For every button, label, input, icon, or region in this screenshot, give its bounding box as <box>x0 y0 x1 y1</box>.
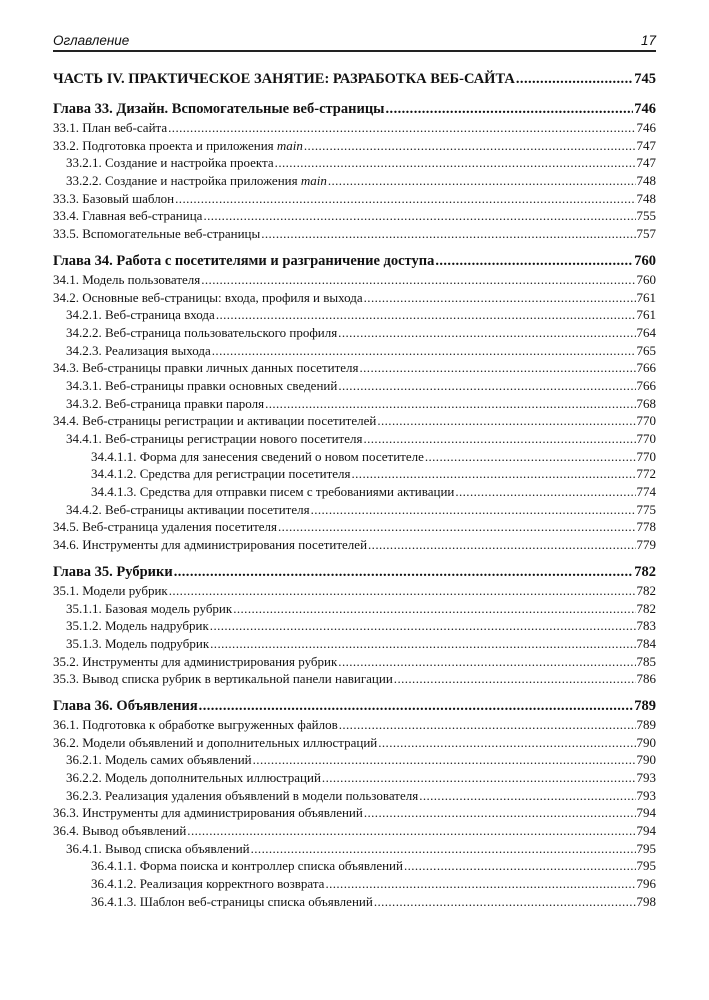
toc-entry-title: 36.3. Инструменты для администрирования объявлений <box>53 805 363 821</box>
toc-entry-title: 35.3. Вывод списка рубрик в вертикальной панели навигации <box>53 671 393 687</box>
toc-entry-title: Глава 35. Рубрики <box>53 563 173 580</box>
toc-entry-item <box>53 324 656 342</box>
toc-entry-chapter <box>53 697 656 716</box>
toc-entry-title: 34.6. Инструменты для администрирования посетителей <box>53 537 368 553</box>
toc-entry-page: 790 <box>636 752 656 768</box>
toc-entry-item <box>53 822 656 840</box>
dot-leader <box>304 137 636 155</box>
toc-entry-page: 765 <box>636 342 656 358</box>
toc-entry-item <box>53 670 656 688</box>
dot-leader <box>368 536 635 554</box>
toc-entry-title: 36.2.3. Реализация удаления объявлений в модели пользователя <box>66 787 419 803</box>
toc-entry-page: 786 <box>636 671 656 687</box>
toc-entry-item <box>53 207 656 225</box>
toc-entry-page: 790 <box>636 734 656 750</box>
toc-entry-item <box>53 190 656 208</box>
dot-leader <box>251 840 636 858</box>
dot-leader <box>338 324 635 342</box>
toc-entry-title: 34.2.3. Реализация выхода <box>66 342 211 358</box>
toc-entry-item <box>53 377 656 395</box>
toc-entry-item <box>53 787 656 805</box>
dot-leader <box>352 465 636 483</box>
toc-entry-title: 33.4. Главная веб-страница <box>53 208 203 224</box>
dot-leader <box>404 857 636 875</box>
toc-entry-item <box>53 518 656 536</box>
toc-entry-item <box>53 804 656 822</box>
toc-entry-title: 34.4. Веб-страницы регистрации и активации посетителей <box>53 413 377 429</box>
toc-entry-item <box>53 359 656 377</box>
toc-entry-page: 748 <box>636 190 656 206</box>
dot-leader <box>233 600 635 618</box>
toc-entry-item <box>53 734 656 752</box>
book-page <box>53 33 656 911</box>
toc-entry-item <box>53 137 656 155</box>
toc-entry-page: 760 <box>634 252 656 269</box>
toc-entry-page: 770 <box>636 413 656 429</box>
toc-entry-page: 775 <box>636 501 656 517</box>
dot-leader <box>419 787 635 805</box>
dot-leader <box>363 430 635 448</box>
dot-leader <box>175 190 635 208</box>
toc-entry-page: 770 <box>636 431 656 446</box>
dot-leader <box>455 483 635 501</box>
toc-entry-page: 794 <box>636 805 656 821</box>
toc-entry-page: 783 <box>636 618 656 634</box>
toc-entry-item <box>53 289 656 307</box>
toc-entry-page: 747 <box>636 137 656 153</box>
toc-entry-title: 34.4.1.2. Средства для регистрации посетителя <box>91 466 351 482</box>
toc-entry-title: 35.2. Инструменты для администрирования рубрик <box>53 653 338 669</box>
toc-entry-title: 34.2. Основные веб-страницы: входа, профиля и выхода <box>53 289 363 305</box>
dot-leader <box>216 306 636 324</box>
dot-leader <box>311 501 636 519</box>
dot-leader <box>169 582 636 600</box>
dot-leader <box>325 875 635 893</box>
dot-leader <box>275 154 636 172</box>
toc-entry-page: 768 <box>636 395 656 411</box>
toc-entry-item <box>53 430 656 448</box>
toc-entry-item <box>53 653 656 671</box>
toc-entry-page: 770 <box>636 448 656 464</box>
toc-entry-title: 36.4. Вывод объявлений <box>53 823 187 839</box>
toc-entry-item <box>53 600 656 618</box>
toc-entry-item <box>53 119 656 137</box>
page-number: 17 <box>640 33 656 48</box>
toc-entry-item <box>53 716 656 734</box>
toc-entry-title: 36.2.1. Модель самих объявлений <box>66 752 252 768</box>
dot-leader <box>168 119 635 137</box>
toc-entry-item <box>53 840 656 858</box>
toc-entry-title: 34.4.1.3. Средства для отправки писем с требованиями активации <box>91 484 455 500</box>
toc-entry-chapter <box>53 252 656 271</box>
toc-entry-title: 33.5. Вспомогательные веб-страницы <box>53 226 261 242</box>
dot-leader <box>360 359 636 377</box>
toc-entry-title: 33.3. Базовый шаблон <box>53 190 175 206</box>
dot-leader <box>201 271 635 289</box>
toc-entry-title: 33.2.2. Создание и настройка приложения main <box>66 173 327 189</box>
toc-entry-page: 766 <box>636 377 656 393</box>
toc-entry-page: 782 <box>636 582 656 598</box>
toc-entry-item <box>53 893 656 911</box>
toc-entry-item <box>53 225 656 243</box>
section-title: Оглавление <box>53 33 130 48</box>
toc-entry-item <box>53 501 656 519</box>
toc-entry-title: 34.3.1. Веб-страницы правки основных сведений <box>66 377 338 393</box>
toc-entry-title: 34.5. Веб-страница удаления посетителя <box>53 519 278 535</box>
toc-entry-item <box>53 635 656 653</box>
dot-leader <box>210 617 636 635</box>
toc-entry-item <box>53 465 656 483</box>
toc-entry-page: 746 <box>634 101 656 117</box>
toc-entry-page: 761 <box>636 307 656 323</box>
toc-entry-title: 35.1.2. Модель надрубрик <box>66 618 209 634</box>
toc-entry-page: 748 <box>636 173 656 189</box>
dot-leader <box>199 697 634 716</box>
toc-entry-title: 33.2.1. Создание и настройка проекта <box>66 155 274 171</box>
toc-entry-page: 779 <box>636 537 656 553</box>
dot-leader <box>212 342 636 360</box>
toc-entry-part <box>53 69 656 89</box>
dot-leader <box>516 69 633 89</box>
toc-entry-page: 794 <box>636 823 656 839</box>
dot-leader <box>210 635 635 653</box>
dot-leader <box>203 207 635 225</box>
toc-entry-page: 764 <box>636 324 656 340</box>
toc-entry-item <box>53 412 656 430</box>
toc-entry-title: 36.4.1.2. Реализация корректного возврата <box>91 876 325 892</box>
toc-entry-title: 34.2.1. Веб-страница входа <box>66 307 215 323</box>
toc-entry-chapter <box>53 100 656 119</box>
toc-entry-item <box>53 769 656 787</box>
toc-entry-page: 789 <box>634 697 656 714</box>
toc-entry-page: 793 <box>636 787 656 803</box>
toc-entry-item <box>53 342 656 360</box>
dot-leader <box>377 412 635 430</box>
toc-entry-page: 745 <box>634 71 656 87</box>
toc-entry-title: 34.3. Веб-страницы правки личных данных посетителя <box>53 360 359 376</box>
toc-entry-page: 772 <box>636 466 656 482</box>
toc-entry-page: 798 <box>636 893 656 909</box>
dot-leader <box>278 518 635 536</box>
toc-entry-page: 746 <box>636 120 656 135</box>
toc-entry-page: 747 <box>636 155 656 171</box>
toc-entry-title: Глава 33. Дизайн. Вспомогательные веб-страницы <box>53 101 385 117</box>
dot-leader <box>378 734 635 752</box>
toc-entry-title: 36.4.1.3. Шаблон веб-страницы списка объявлений <box>91 893 373 909</box>
dot-leader <box>364 804 636 822</box>
toc-entry-page: 785 <box>636 653 656 669</box>
toc-entry-page: 782 <box>636 600 656 616</box>
toc-entry-title: 34.4.1.1. Форма для занесения сведений о новом посетителе <box>91 448 424 464</box>
dot-leader <box>394 670 636 688</box>
toc-entry-title: 36.4.1. Вывод списка объявлений <box>66 840 250 856</box>
dot-leader <box>386 100 634 119</box>
toc-entry-title: 35.1. Модели рубрик <box>53 582 168 598</box>
dot-leader <box>253 751 636 769</box>
dot-leader <box>338 653 635 671</box>
toc-entry-title: 34.4.2. Веб-страницы активации посетителя <box>66 501 310 517</box>
toc-entry-page: 784 <box>636 635 656 651</box>
toc-entry-page: 782 <box>634 563 656 580</box>
dot-leader <box>374 893 636 911</box>
toc-entry-item <box>53 483 656 501</box>
toc-entry-title: 34.3.2. Веб-страница правки пароля <box>66 395 265 411</box>
toc-entry-page: 766 <box>636 360 656 376</box>
dot-leader <box>174 563 634 582</box>
toc-entry-page: 761 <box>636 289 656 305</box>
dot-leader <box>339 716 636 734</box>
toc-entry-title: 36.1. Подготовка к обработке выгруженных файлов <box>53 716 338 732</box>
toc-entry-title: Глава 36. Объявления <box>53 697 198 714</box>
toc-entry-page: 757 <box>636 226 656 242</box>
toc-entry-item <box>53 536 656 554</box>
toc-entry-item <box>53 395 656 413</box>
toc-entry-item <box>53 172 656 190</box>
dot-leader <box>322 769 636 787</box>
table-of-contents <box>53 69 656 911</box>
toc-entry-emphasis: main <box>300 173 327 189</box>
toc-entry-title: 36.2. Модели объявлений и дополнительных иллюстраций <box>53 734 378 750</box>
toc-entry-title: 36.4.1.1. Форма поиска и контроллер списка объявлений <box>91 858 403 874</box>
dot-leader <box>425 448 636 466</box>
dot-leader <box>364 289 636 307</box>
toc-entry-title: 34.4.1. Веб-страницы регистрации нового посетителя <box>66 431 363 446</box>
toc-entry-item <box>53 617 656 635</box>
toc-entry-item <box>53 582 656 600</box>
toc-entry-title: 36.2.2. Модель дополнительных иллюстраций <box>66 770 321 785</box>
toc-entry-page: 755 <box>636 208 656 224</box>
toc-entry-page: 760 <box>636 271 656 287</box>
toc-entry-item <box>53 271 656 289</box>
toc-entry-chapter <box>53 563 656 582</box>
toc-entry-item <box>53 751 656 769</box>
toc-entry-page: 796 <box>636 876 656 892</box>
dot-leader <box>328 172 636 190</box>
dot-leader <box>265 395 635 413</box>
toc-entry-item <box>53 154 656 172</box>
dot-leader <box>187 822 635 840</box>
toc-entry-item <box>53 306 656 324</box>
dot-leader <box>435 252 633 271</box>
toc-entry-title: 34.2.2. Веб-страница пользовательского профиля <box>66 324 338 340</box>
toc-entry-emphasis: main <box>276 137 303 153</box>
toc-entry-page: 795 <box>636 840 656 856</box>
running-head <box>53 33 656 52</box>
toc-entry-title: 33.2. Подготовка проекта и приложения main <box>53 137 303 153</box>
toc-entry-page: 789 <box>636 716 656 732</box>
toc-entry-item <box>53 448 656 466</box>
toc-entry-title: Глава 34. Работа с посетителями и разграничение доступа <box>53 252 435 269</box>
toc-entry-page: 793 <box>636 770 656 785</box>
toc-entry-title: 35.1.1. Базовая модель рубрик <box>66 600 233 616</box>
toc-entry-title: 33.1. План веб-сайта <box>53 120 168 135</box>
toc-entry-item <box>53 857 656 875</box>
toc-entry-page: 778 <box>636 519 656 535</box>
toc-entry-page: 774 <box>636 484 656 500</box>
toc-entry-title: 35.1.3. Модель подрубрик <box>66 635 210 651</box>
toc-entry-item <box>53 875 656 893</box>
toc-entry-title: ЧАСТЬ IV. ПРАКТИЧЕСКОЕ ЗАНЯТИЕ: РАЗРАБОТКА ВЕБ-САЙТА <box>53 71 515 87</box>
dot-leader <box>338 377 635 395</box>
toc-entry-title: 34.1. Модель пользователя <box>53 271 201 287</box>
toc-entry-page: 795 <box>636 858 656 874</box>
dot-leader <box>261 225 635 243</box>
